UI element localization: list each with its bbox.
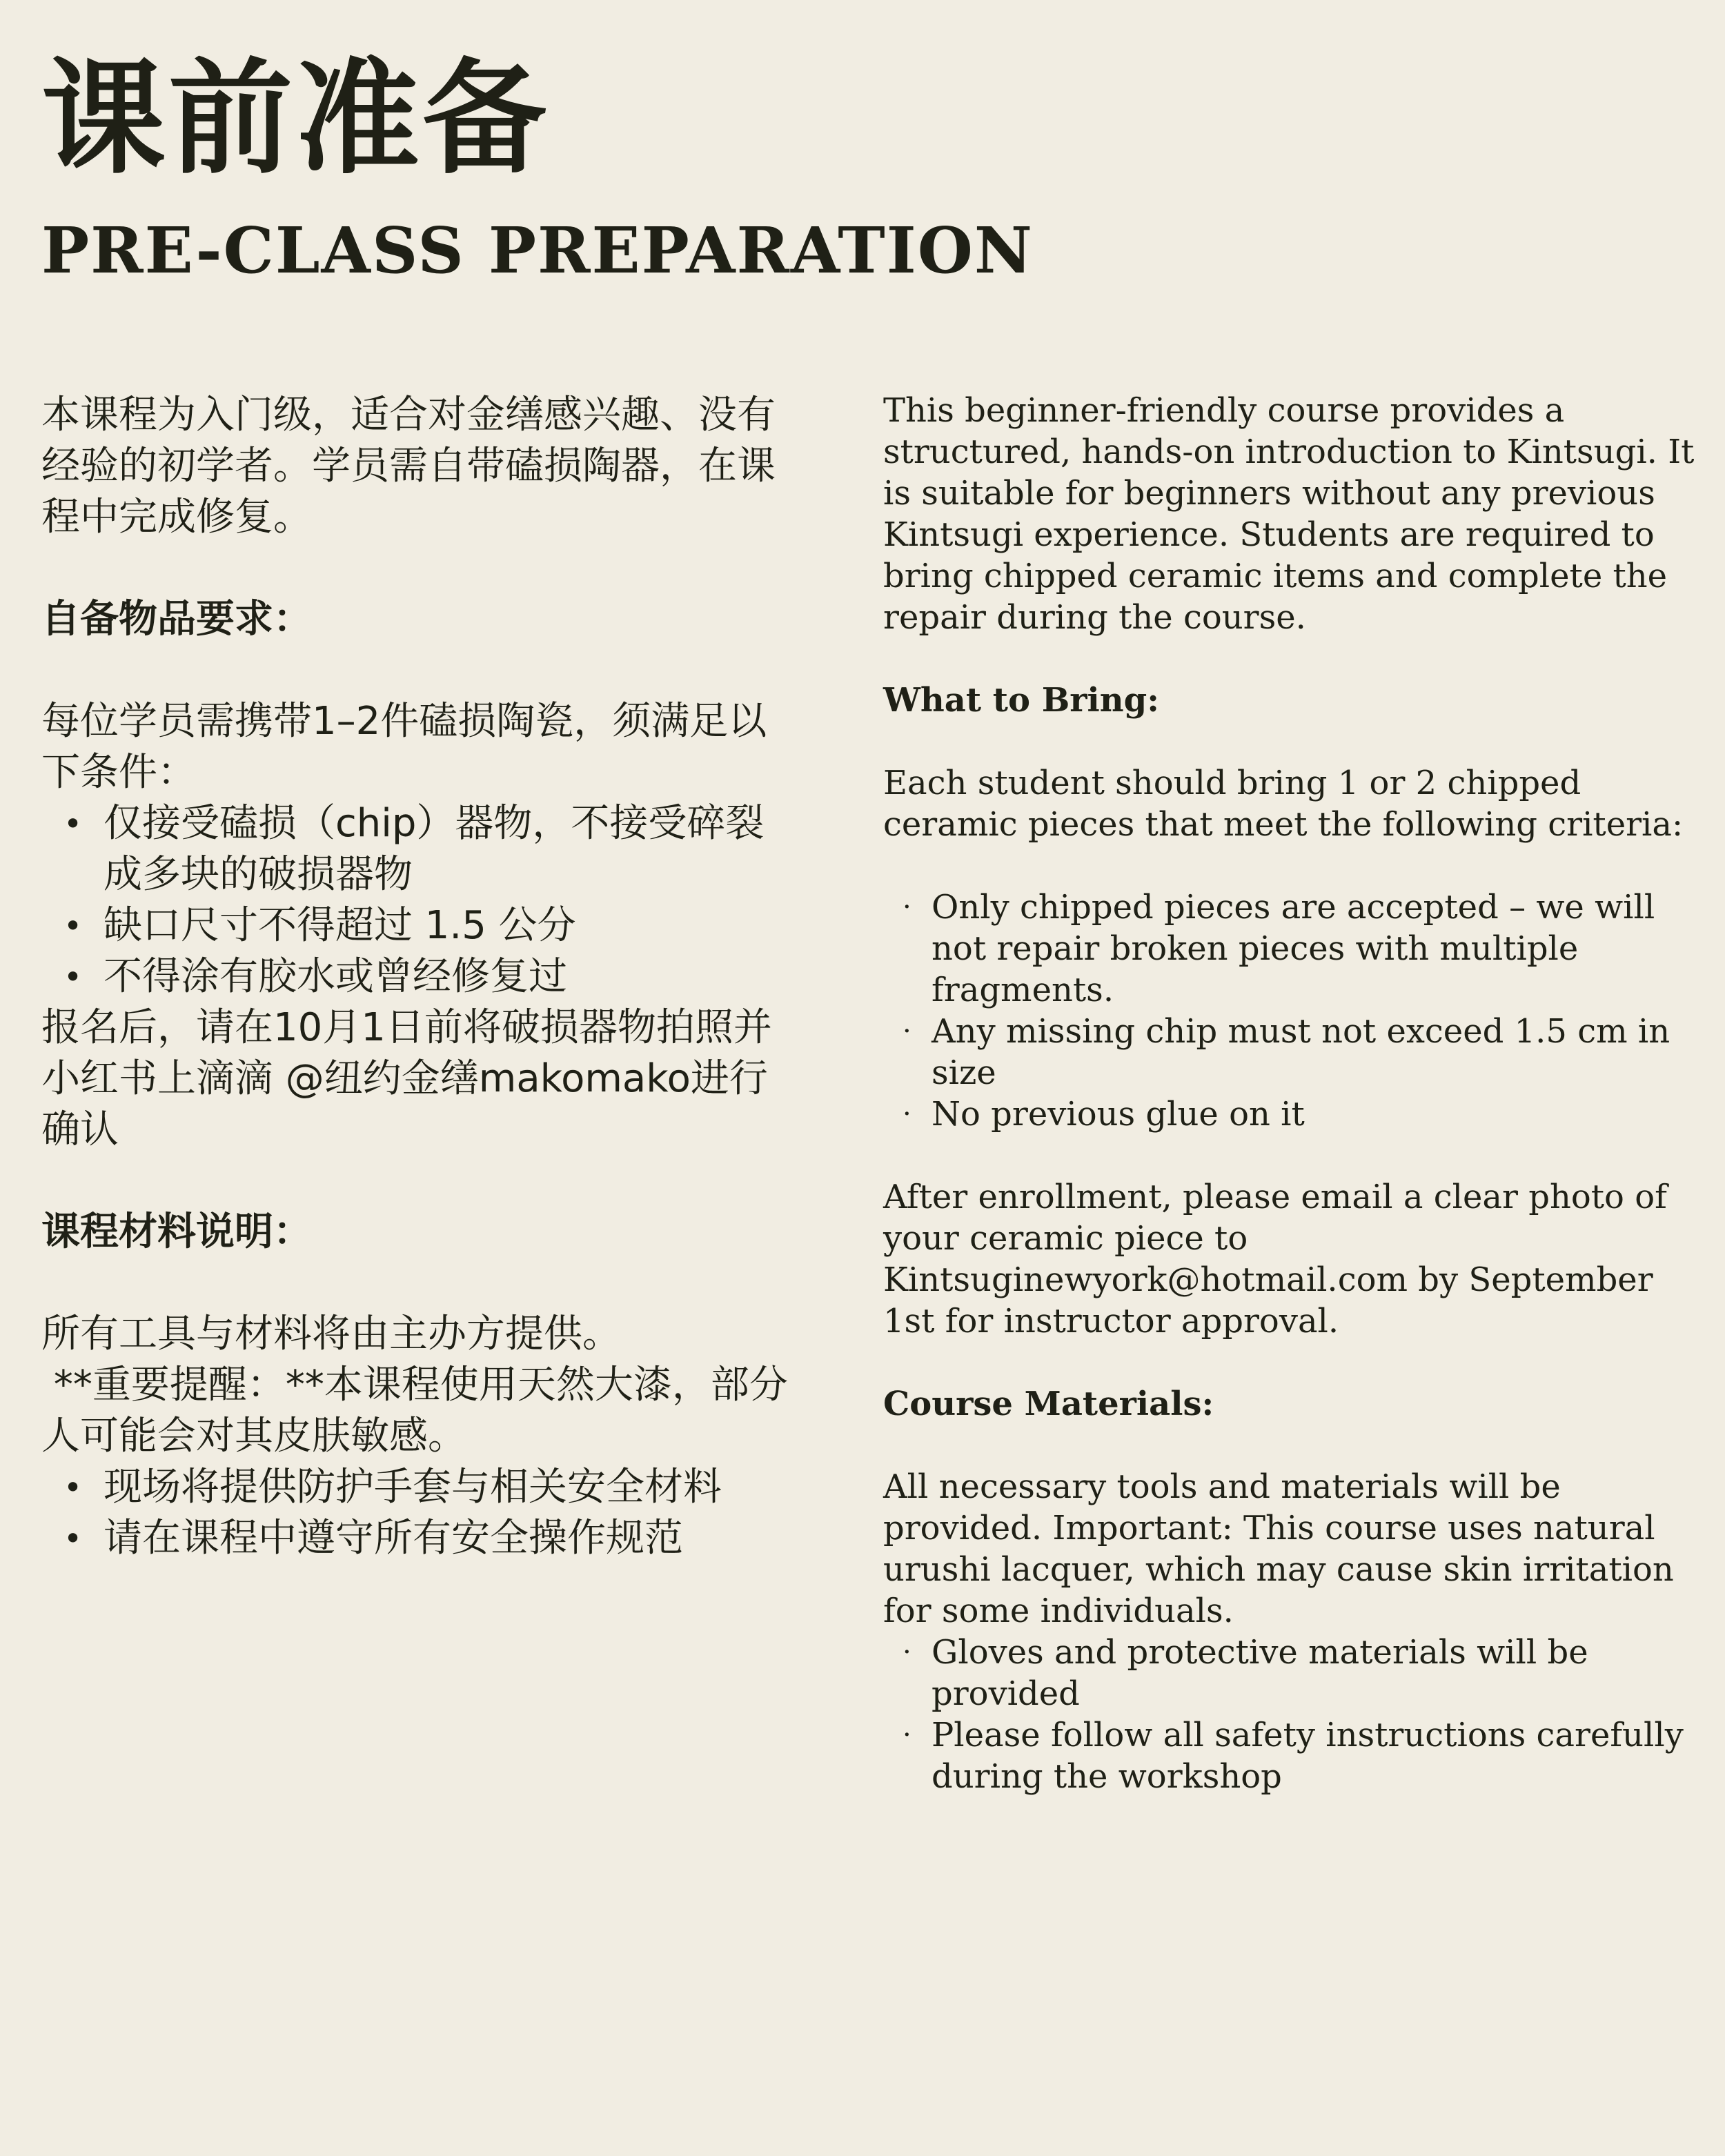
en-materials-heading: Course Materials: xyxy=(883,1385,1214,1423)
list-item xyxy=(41,951,793,1002)
list-item xyxy=(883,1011,1697,1094)
en-intro: This beginner-friendly course provides a structured, hands-on introduction to Kintsugi. It is suitable for beginners without any previous Kintsugi experience. Students are required to bring chipped ceramic items and complete the repair during the course. xyxy=(883,391,1695,637)
english-column xyxy=(883,390,1697,1797)
spacer xyxy=(883,1342,1697,1383)
bullet-icon: • xyxy=(63,1469,83,1506)
en-bring-intro: Each student should bring 1 or 2 chipped ceramic pieces that meet the following criteria: xyxy=(883,764,1684,844)
zh-confirm: 报名后，请在10月1日前将破损器物拍照并小红书上滴滴 @纽约金缮makomako进行确认 xyxy=(41,1005,772,1152)
list-item xyxy=(41,900,793,951)
list-item xyxy=(883,1094,1697,1135)
list-item xyxy=(41,1462,793,1513)
list-item xyxy=(41,798,793,900)
list-item-text: Please follow all safety instructions carefully during the workshop xyxy=(931,1716,1684,1796)
list-item-text: Only chipped pieces are accepted – we will not repair broken pieces with multiple fragments. xyxy=(931,888,1655,1009)
list-item-text: 缺口尺寸不得超过 1.5 公分 xyxy=(103,903,576,948)
zh-materials-note: **重要提醒：**本课程使用天然大漆，部分人可能会对其皮肤敏感。 xyxy=(41,1363,788,1458)
zh-bring-intro: 每位学员需携带1–2件磕损陶瓷，须满足以下条件： xyxy=(41,699,767,795)
chinese-column xyxy=(41,390,793,1564)
bullet-icon: · xyxy=(903,1098,911,1130)
spacer xyxy=(883,638,1697,680)
list-item-text: Gloves and protective materials will be provided xyxy=(931,1633,1588,1713)
page-title-en: PRE-CLASS PREPARATION xyxy=(41,213,1034,288)
bullet-icon: · xyxy=(903,891,911,923)
list-item-text: 现场将提供防护手套与相关安全材料 xyxy=(103,1465,722,1510)
spacer xyxy=(883,1135,1697,1176)
spacer xyxy=(883,1425,1697,1466)
list-item-text: Any missing chip must not exceed 1.5 cm in size xyxy=(931,1012,1670,1092)
bullet-icon: · xyxy=(903,1016,911,1047)
en-materials-list xyxy=(883,1632,1697,1797)
zh-materials-list xyxy=(41,1462,793,1564)
bullet-icon: · xyxy=(903,1636,911,1668)
list-item xyxy=(41,1513,793,1564)
list-item xyxy=(883,1714,1697,1797)
list-item-text: 不得涂有胶水或曾经修复过 xyxy=(103,954,567,999)
page-title-zh: 课前准备 xyxy=(41,46,550,191)
zh-intro: 本课程为入门级，适合对金缮感兴趣、没有经验的初学者。学员需自带磕损陶器，在课程中完成修复。 xyxy=(41,393,776,540)
spacer xyxy=(883,721,1697,762)
bullet-icon: • xyxy=(63,907,83,945)
spacer xyxy=(41,543,793,594)
zh-materials-heading: 课程材料说明： xyxy=(41,1209,312,1254)
spacer xyxy=(883,845,1697,887)
zh-materials-intro: 所有工具与材料将由主办方提供。 xyxy=(41,1312,621,1356)
list-item xyxy=(883,887,1697,1011)
en-materials-intro: All necessary tools and materials will be provided. Important: This course uses natural urushi lacquer, which may cause skin irritation for some individuals. xyxy=(883,1467,1674,1630)
spacer xyxy=(41,1258,793,1309)
en-bring-list xyxy=(883,887,1697,1135)
list-item xyxy=(883,1632,1697,1714)
bullet-icon: • xyxy=(63,958,83,996)
bullet-icon: • xyxy=(63,1520,83,1557)
list-item-text: 仅接受磕损（chip）器物，不接受碎裂成多块的破损器物 xyxy=(103,801,765,897)
list-item-text: 请在课程中遵守所有安全操作规范 xyxy=(103,1516,683,1561)
zh-bring-list xyxy=(41,798,793,1002)
zh-bring-heading: 自备物品要求： xyxy=(41,597,312,642)
list-item-text: No previous glue on it xyxy=(931,1095,1305,1134)
bullet-icon: · xyxy=(903,1719,911,1751)
bullet-icon: • xyxy=(63,805,83,842)
spacer xyxy=(41,645,793,696)
spacer xyxy=(41,1156,793,1207)
en-confirm: After enrollment, please email a clear photo of your ceramic piece to Kintsuginewyork@hotmail.com by September 1st for instructor approval. xyxy=(883,1178,1667,1341)
en-bring-heading: What to Bring: xyxy=(883,681,1159,720)
